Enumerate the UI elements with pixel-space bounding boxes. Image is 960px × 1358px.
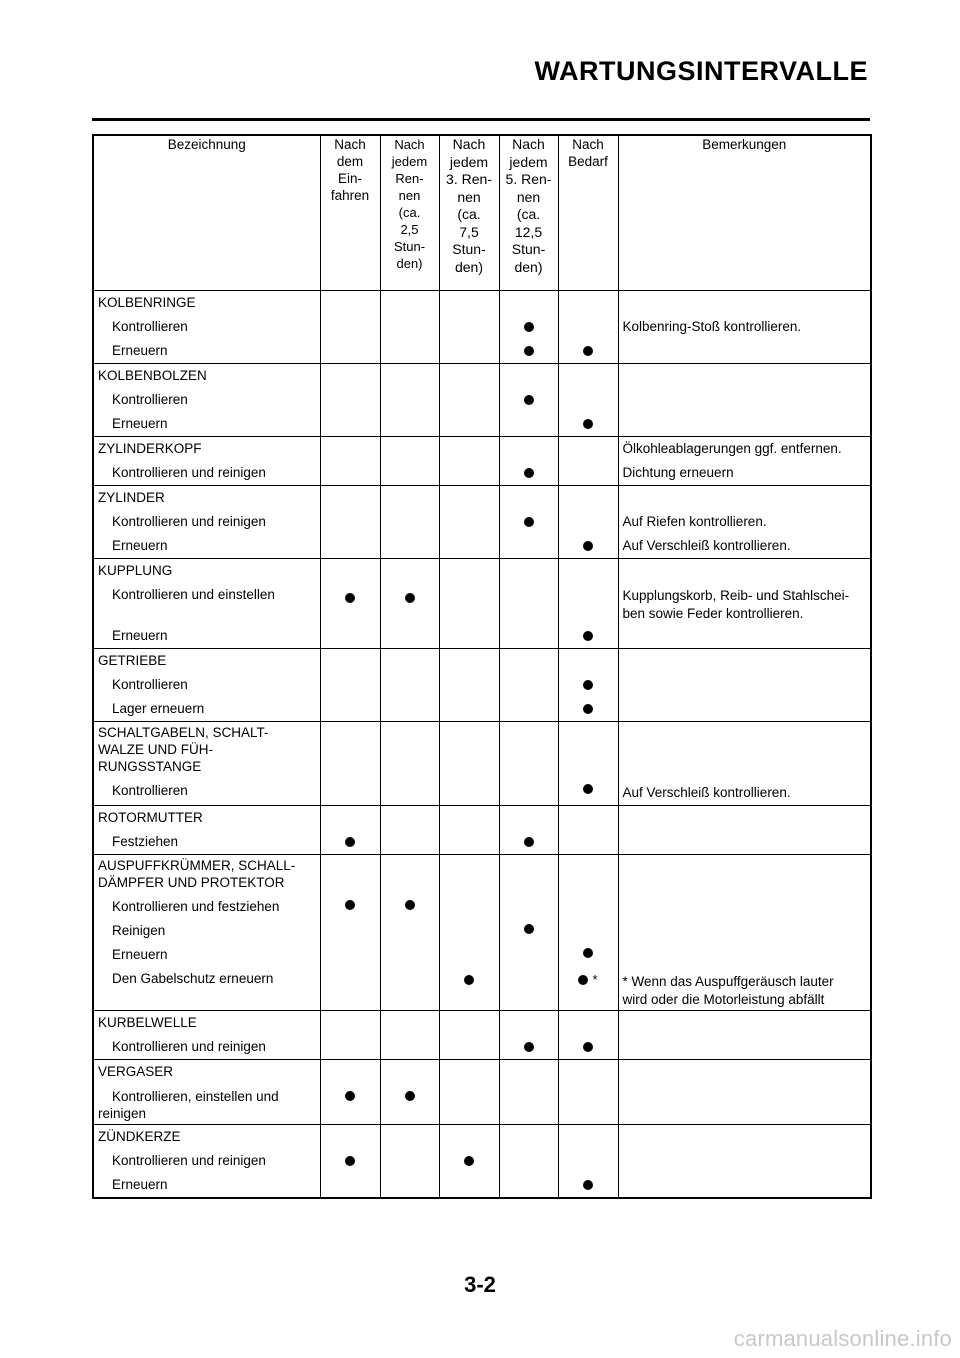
bullet-icon bbox=[578, 975, 588, 985]
interval-cell bbox=[499, 722, 558, 806]
interval-cell bbox=[499, 437, 558, 486]
item-name-cell bbox=[93, 1060, 320, 1125]
table-row bbox=[93, 291, 871, 364]
interval-cell bbox=[499, 364, 558, 437]
item-name-cell bbox=[93, 806, 320, 855]
remarks-cell bbox=[618, 1125, 871, 1199]
remark-text bbox=[619, 697, 871, 721]
interval-cell bbox=[380, 1011, 439, 1060]
item-label: Den Gabelschutz erneuern bbox=[112, 971, 274, 986]
table-row bbox=[93, 649, 871, 722]
interval-cell bbox=[380, 649, 439, 722]
table-row bbox=[93, 364, 871, 437]
group-title: ROTORMUTTER bbox=[98, 810, 203, 825]
item-label: Kontrollieren bbox=[112, 783, 188, 798]
interval-cell bbox=[558, 486, 618, 559]
remark-text bbox=[619, 1149, 871, 1173]
interval-cell bbox=[380, 559, 439, 649]
interval-cell bbox=[558, 559, 618, 649]
remark-text bbox=[619, 945, 871, 969]
bullet-icon bbox=[524, 346, 534, 356]
column-header-remarks: Bemerkungen bbox=[618, 135, 871, 291]
interval-cell bbox=[320, 1125, 380, 1199]
item-name-cell bbox=[93, 437, 320, 486]
remark-text bbox=[619, 1084, 871, 1124]
item-label: Kontrollieren und reinigen bbox=[112, 1039, 266, 1054]
interval-cell bbox=[439, 364, 499, 437]
interval-cell bbox=[499, 1060, 558, 1125]
group-title: GETRIEBE bbox=[98, 653, 167, 668]
group-title: VERGASER bbox=[98, 1064, 174, 1079]
column-header-every-race: Nach jedem Ren- nen (ca. 2,5 Stun- den) bbox=[380, 135, 439, 291]
remark-text: Ölkohleablagerungen ggf. entfernen. bbox=[622, 441, 842, 456]
bullet-icon bbox=[524, 517, 534, 527]
interval-cell bbox=[439, 1125, 499, 1199]
item-name-cell bbox=[93, 649, 320, 722]
remark-text: Auf Verschleiß kontrollieren. bbox=[622, 538, 791, 553]
column-header-every-5th-race: Nach jedem 5. Ren- nen (ca. 12,5 Stun- den) bbox=[499, 135, 558, 291]
group-title: AUSPUFFKRÜMMER, SCHALL- DÄMPFER UND PROTEKTOR bbox=[98, 858, 296, 890]
interval-cell bbox=[380, 722, 439, 806]
group-title: KOLBENBOLZEN bbox=[98, 368, 207, 383]
interval-cell bbox=[380, 855, 439, 1011]
bullet-icon bbox=[583, 1180, 593, 1190]
interval-cell bbox=[439, 806, 499, 855]
table-row bbox=[93, 855, 871, 1011]
remark-text bbox=[619, 1035, 871, 1059]
bullet-icon bbox=[524, 468, 534, 478]
bullet-icon bbox=[583, 419, 593, 429]
bullet-icon bbox=[405, 593, 415, 603]
bullet-icon bbox=[524, 322, 534, 332]
bullet-icon bbox=[524, 924, 534, 934]
remark-text bbox=[619, 412, 871, 436]
remarks-cell bbox=[618, 1011, 871, 1060]
group-title: SCHALTGABELN, SCHALT- WALZE UND FÜH- RUNGSSTANGE bbox=[98, 725, 269, 774]
bullet-icon bbox=[583, 948, 593, 958]
remarks-cell bbox=[618, 855, 871, 1011]
interval-cell bbox=[558, 649, 618, 722]
interval-cell bbox=[320, 806, 380, 855]
remark-text bbox=[619, 624, 871, 648]
bullet-icon bbox=[345, 1091, 355, 1101]
table-row bbox=[93, 1011, 871, 1060]
group-title: ZYLINDERKOPF bbox=[98, 441, 202, 456]
remark-text bbox=[619, 673, 871, 697]
interval-cell bbox=[320, 364, 380, 437]
item-label: Erneuern bbox=[112, 947, 168, 962]
interval-cell bbox=[380, 1060, 439, 1125]
interval-cell bbox=[558, 291, 618, 364]
interval-cell bbox=[558, 722, 618, 806]
item-label: Kontrollieren und reinigen bbox=[112, 1153, 266, 1168]
item-name-cell bbox=[93, 1011, 320, 1060]
bullet-icon bbox=[583, 1042, 593, 1052]
interval-cell bbox=[320, 855, 380, 1011]
table-row bbox=[93, 806, 871, 855]
item-label: Kontrollieren bbox=[112, 677, 188, 692]
item-label: Lager erneuern bbox=[112, 701, 205, 716]
remarks-cell bbox=[618, 437, 871, 486]
bullet-icon bbox=[524, 1042, 534, 1052]
remark-text: Kupplungskorb, Reib- und Stahlschei- ben sowie Feder kontrollieren. bbox=[622, 588, 850, 621]
interval-cell bbox=[380, 364, 439, 437]
item-label: Erneuern bbox=[112, 343, 168, 358]
remark-text bbox=[619, 921, 871, 945]
interval-cell bbox=[320, 1060, 380, 1125]
interval-cell bbox=[320, 1011, 380, 1060]
remarks-cell bbox=[618, 364, 871, 437]
interval-cell bbox=[439, 486, 499, 559]
page-title: WARTUNGSINTERVALLE bbox=[534, 56, 868, 86]
group-title: KOLBENRINGE bbox=[98, 295, 196, 310]
item-label: Erneuern bbox=[112, 538, 168, 553]
table-row bbox=[93, 1125, 871, 1199]
interval-cell bbox=[380, 437, 439, 486]
table-row bbox=[93, 722, 871, 806]
bullet-icon bbox=[345, 837, 355, 847]
watermark: carmanualsonline.info bbox=[733, 1326, 952, 1351]
item-label: Kontrollieren und reinigen bbox=[112, 514, 266, 529]
item-label: Kontrollieren und reinigen bbox=[112, 465, 266, 480]
bullet-icon bbox=[583, 631, 593, 641]
interval-cell bbox=[380, 291, 439, 364]
item-label: Kontrollieren und einstellen bbox=[112, 587, 275, 602]
item-name-cell bbox=[93, 722, 320, 806]
column-header-name: Bezeichnung bbox=[93, 135, 320, 291]
interval-cell bbox=[499, 649, 558, 722]
table-row bbox=[93, 559, 871, 649]
bullet-icon bbox=[405, 1091, 415, 1101]
interval-cell bbox=[320, 486, 380, 559]
remark-text bbox=[619, 830, 871, 854]
remarks-cell bbox=[618, 559, 871, 649]
interval-cell bbox=[320, 437, 380, 486]
title-rule bbox=[92, 118, 870, 121]
interval-cell bbox=[558, 1060, 618, 1125]
interval-cell bbox=[499, 806, 558, 855]
interval-cell bbox=[499, 486, 558, 559]
interval-cell bbox=[439, 649, 499, 722]
interval-cell bbox=[320, 649, 380, 722]
interval-cell bbox=[499, 855, 558, 1011]
interval-cell bbox=[439, 1060, 499, 1125]
item-name-cell bbox=[93, 559, 320, 649]
interval-cell bbox=[558, 364, 618, 437]
remark-text: Auf Verschleiß kontrollieren. bbox=[622, 785, 791, 800]
item-label: Festziehen bbox=[112, 834, 179, 849]
interval-cell bbox=[439, 722, 499, 806]
interval-cell bbox=[439, 437, 499, 486]
bullet-icon bbox=[345, 593, 355, 603]
column-header-after-break-in: Nach dem Ein- fahren bbox=[320, 135, 380, 291]
item-label: Erneuern bbox=[112, 628, 168, 643]
item-label: Erneuern bbox=[112, 1177, 168, 1192]
remark-text: * Wenn das Auspuffgeräusch lauter wird oder die Motorleistung abfällt bbox=[622, 974, 834, 1007]
bullet-icon bbox=[524, 837, 534, 847]
interval-cell bbox=[558, 1011, 618, 1060]
interval-cell bbox=[499, 559, 558, 649]
remarks-cell bbox=[618, 291, 871, 364]
remark-text: Dichtung erneuern bbox=[622, 465, 734, 480]
group-title: KUPPLUNG bbox=[98, 563, 173, 578]
interval-cell bbox=[380, 486, 439, 559]
bullet-icon bbox=[345, 1156, 355, 1166]
interval-cell bbox=[439, 291, 499, 364]
remark-text bbox=[619, 1173, 871, 1197]
interval-cell bbox=[499, 1125, 558, 1199]
remark-text bbox=[619, 388, 871, 412]
group-title: ZYLINDER bbox=[98, 490, 165, 505]
interval-cell bbox=[320, 722, 380, 806]
bullet-icon bbox=[464, 1156, 474, 1166]
interval-cell bbox=[558, 1125, 618, 1199]
group-title: ZÜNDKERZE bbox=[98, 1129, 181, 1144]
group-title: KURBELWELLE bbox=[98, 1015, 197, 1030]
bullet-icon bbox=[583, 680, 593, 690]
item-label: Reinigen bbox=[112, 923, 166, 938]
interval-cell bbox=[380, 806, 439, 855]
bullet-icon bbox=[345, 900, 355, 910]
maintenance-table bbox=[92, 134, 872, 1199]
table-row bbox=[93, 486, 871, 559]
remark-text: Kolbenring-Stoß kontrollieren. bbox=[622, 319, 802, 334]
bullet-icon bbox=[583, 704, 593, 714]
interval-cell bbox=[439, 1011, 499, 1060]
remarks-cell bbox=[618, 649, 871, 722]
interval-cell bbox=[439, 855, 499, 1011]
remarks-cell bbox=[618, 486, 871, 559]
column-header-as-required: Nach Bedarf bbox=[558, 135, 618, 291]
item-label: Kontrollieren, einstellen und reinigen bbox=[98, 1089, 279, 1121]
interval-cell bbox=[558, 855, 618, 1011]
remarks-cell bbox=[618, 1060, 871, 1125]
interval-cell bbox=[380, 1125, 439, 1199]
interval-cell bbox=[499, 291, 558, 364]
bullet-icon bbox=[583, 784, 593, 794]
item-name-cell bbox=[93, 486, 320, 559]
interval-cell bbox=[499, 1011, 558, 1060]
bullet-icon bbox=[524, 395, 534, 405]
item-name-cell bbox=[93, 364, 320, 437]
remark-text bbox=[619, 897, 871, 921]
bullet-icon bbox=[405, 900, 415, 910]
remarks-cell bbox=[618, 806, 871, 855]
bullet-icon bbox=[464, 975, 474, 985]
interval-cell bbox=[320, 559, 380, 649]
remark-text bbox=[619, 339, 871, 363]
item-label: Erneuern bbox=[112, 416, 168, 431]
interval-cell bbox=[320, 291, 380, 364]
item-name-cell bbox=[93, 291, 320, 364]
item-name-cell bbox=[93, 1125, 320, 1199]
page-number: 3-2 bbox=[464, 1272, 496, 1297]
interval-cell bbox=[439, 559, 499, 649]
footnote-marker: * bbox=[592, 972, 598, 988]
interval-cell bbox=[558, 806, 618, 855]
item-label: Kontrollieren und festziehen bbox=[112, 899, 280, 914]
column-header-every-3rd-race: Nach jedem 3. Ren- nen (ca. 7,5 Stun- den) bbox=[439, 135, 499, 291]
remark-text: Auf Riefen kontrollieren. bbox=[622, 514, 767, 529]
item-label: Kontrollieren bbox=[112, 319, 188, 334]
table-header-row bbox=[93, 135, 871, 291]
remarks-cell bbox=[618, 722, 871, 806]
item-label: Kontrollieren bbox=[112, 392, 188, 407]
bullet-icon bbox=[583, 346, 593, 356]
table-row bbox=[93, 437, 871, 486]
table-row bbox=[93, 1060, 871, 1125]
bullet-icon bbox=[583, 541, 593, 551]
item-name-cell bbox=[93, 855, 320, 1011]
interval-cell bbox=[558, 437, 618, 486]
